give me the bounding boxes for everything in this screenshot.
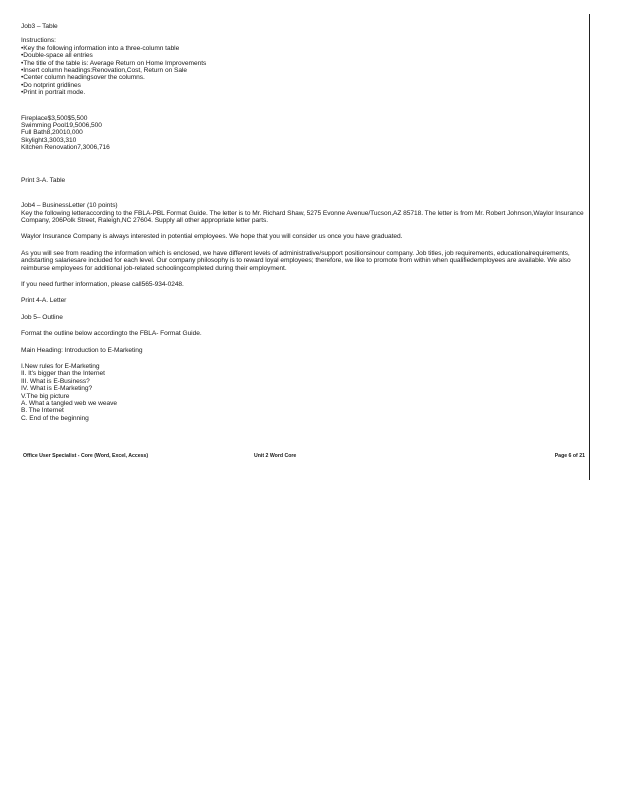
footer-course: Office User Specialist - Core (Word, Excel, Access) (23, 453, 149, 459)
instruction-item: •Do notprint gridlines (21, 81, 81, 89)
instruction-item: •The title of the table is: Average Return on Home Improvements (21, 59, 207, 67)
instruction-item: •Center column headingsover the columns. (21, 74, 145, 82)
job4-heading: Job4 – BusinessLetter (10 points) (21, 202, 118, 210)
instruction-item: •Key the following information into a three-column table (21, 44, 180, 52)
outline-main-heading: Main Heading: Introduction to E-Marketing (21, 346, 143, 354)
footer-page-number: Page 6 of 21 (554, 453, 585, 459)
document-body (21, 23, 587, 422)
table-row: Swimming Pool19,5006,500 (21, 122, 102, 130)
job4-paragraph: Key the following letteraccording to the FBLA-PBL Format Guide. The letter is to Mr. Richard Shaw, 5275 Evonne Avenue/Tucson,AZ 85718. The letter is from Mr. Robert Johnson,Waylor Insurance Company, 206Polk Street, Raleigh,NC 27604. Supply all other appropriate letter parts. (21, 209, 584, 224)
table-row: Skylight3,3003,310 (21, 136, 77, 144)
page-footer (23, 453, 585, 461)
outline-item: II. It's bigger than the Internet (21, 370, 105, 378)
job4-paragraph: As you will see from reading the information which is enclosed, we have different levels of administrative/support positionsinour company. Job titles, job requirements, educationalrequirements, andstarting salariesare included for each level. Our company philosophy is to reward loyal employees; therefore, we like to promote from within when qualifiedemployees are available. We also reimburse employees for additional job-related schoolingcompleted during their employment. (21, 249, 571, 272)
job4-paragraph: If you need further information, please call565-934-0248. (21, 280, 184, 288)
footer-unit: Unit 2 Word Core (254, 453, 297, 459)
outline-item: III. What is E-Business? (21, 377, 90, 385)
table-row: Fireplace$3,500$5,500 (21, 114, 88, 122)
job4-print-note: Print 4-A. Letter (21, 297, 67, 305)
outline-item: IV. What is E-Marketing? (21, 385, 93, 393)
job4-paragraph: Waylor Insurance Company is always interested in potential employees. We hope that you will consider us once you have graduated. (21, 233, 403, 241)
table-row: Full Bath8,20010,000 (21, 129, 83, 137)
job3-print-note: Print 3-A. Table (21, 176, 66, 184)
instruction-item: •Print in portrait mode. (21, 89, 86, 97)
instruction-item: •Double-space all entries (21, 52, 93, 60)
right-margin-rule (589, 14, 590, 480)
job3-heading: Job3 – Table (21, 23, 58, 30)
outline-item: B. The Internet (21, 407, 64, 415)
outline-item: I.New rules for E-Marketing (21, 362, 100, 370)
outline-item: C. End of the beginning (21, 414, 89, 422)
outline-item: A. What a tangled web we weave (21, 400, 117, 407)
instructions-label: Instructions: (21, 37, 56, 45)
table-row: Kitchen Renovation7,3006,716 (21, 144, 110, 152)
job5-heading: Job 5– Outline (21, 313, 63, 321)
instruction-item: •Insert column headings:Renovation,Cost, Return on Sale (21, 67, 187, 75)
outline-item: V.The big picture (21, 392, 70, 400)
job5-instruction: Format the outline below accordingto the FBLA- Format Guide. (21, 330, 202, 338)
